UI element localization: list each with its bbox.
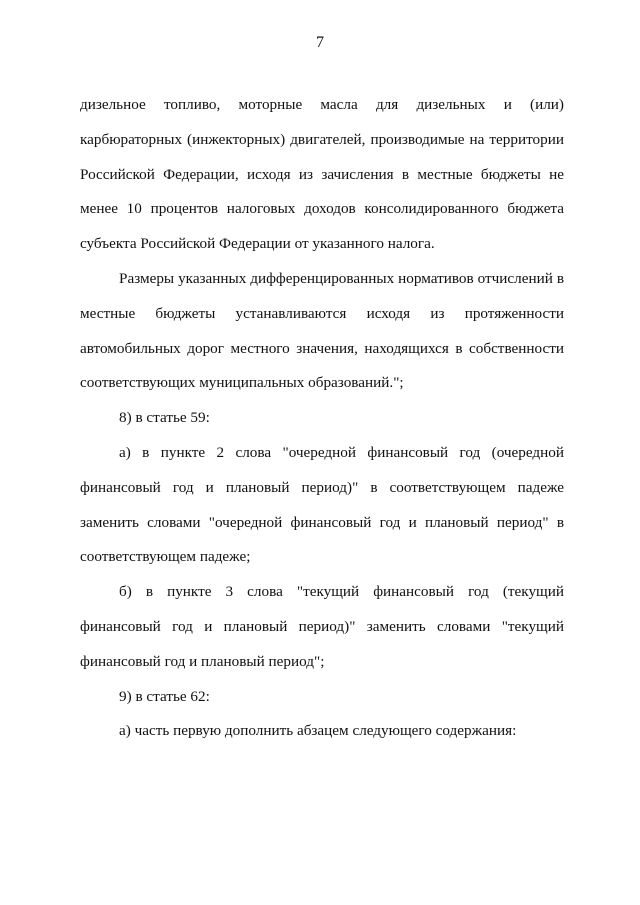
paragraph-article-59: 8) в статье 59:: [119, 409, 210, 427]
page-number: 7: [316, 34, 324, 51]
document-body: [80, 88, 564, 749]
paragraph-article-59-item-b: б) в пункте 3 слова "текущий финансовый год (текущий финансовый год и плановый период)" заменить словами "текущий финансовый год и плановый период";: [80, 583, 564, 670]
paragraph-fuel-tax-continuation: дизельное топливо, моторные масла для дизельных и (или) карбюраторных (инжекторных) двигателей, производимые на территории Российской Федерации, исходя из зачисления в местные бюджеты не менее 10 процентов налоговых доходов консолидированного бюджета субъекта Российской Федерации от указанного налога.: [80, 96, 564, 253]
paragraph-normatives-size: Размеры указанных дифференцированных нормативов отчислений в местные бюджеты устанавливаются исходя из протяженности автомобильных дорог местного значения, находящихся в собственности соответствующих муниципальных образований.";: [80, 269, 564, 392]
paragraph-article-62: 9) в статье 62:: [119, 687, 210, 705]
paragraph-article-59-item-a: а) в пункте 2 слова "очередной финансовый год (очередной финансовый год и плановый период)" в соответствующем падеже заменить словами "очередной финансовый год и плановый период" в соответствующем падеже;: [80, 443, 564, 566]
paragraph-article-62-item-a: а) часть первую дополнить абзацем следующего содержания:: [119, 722, 517, 740]
